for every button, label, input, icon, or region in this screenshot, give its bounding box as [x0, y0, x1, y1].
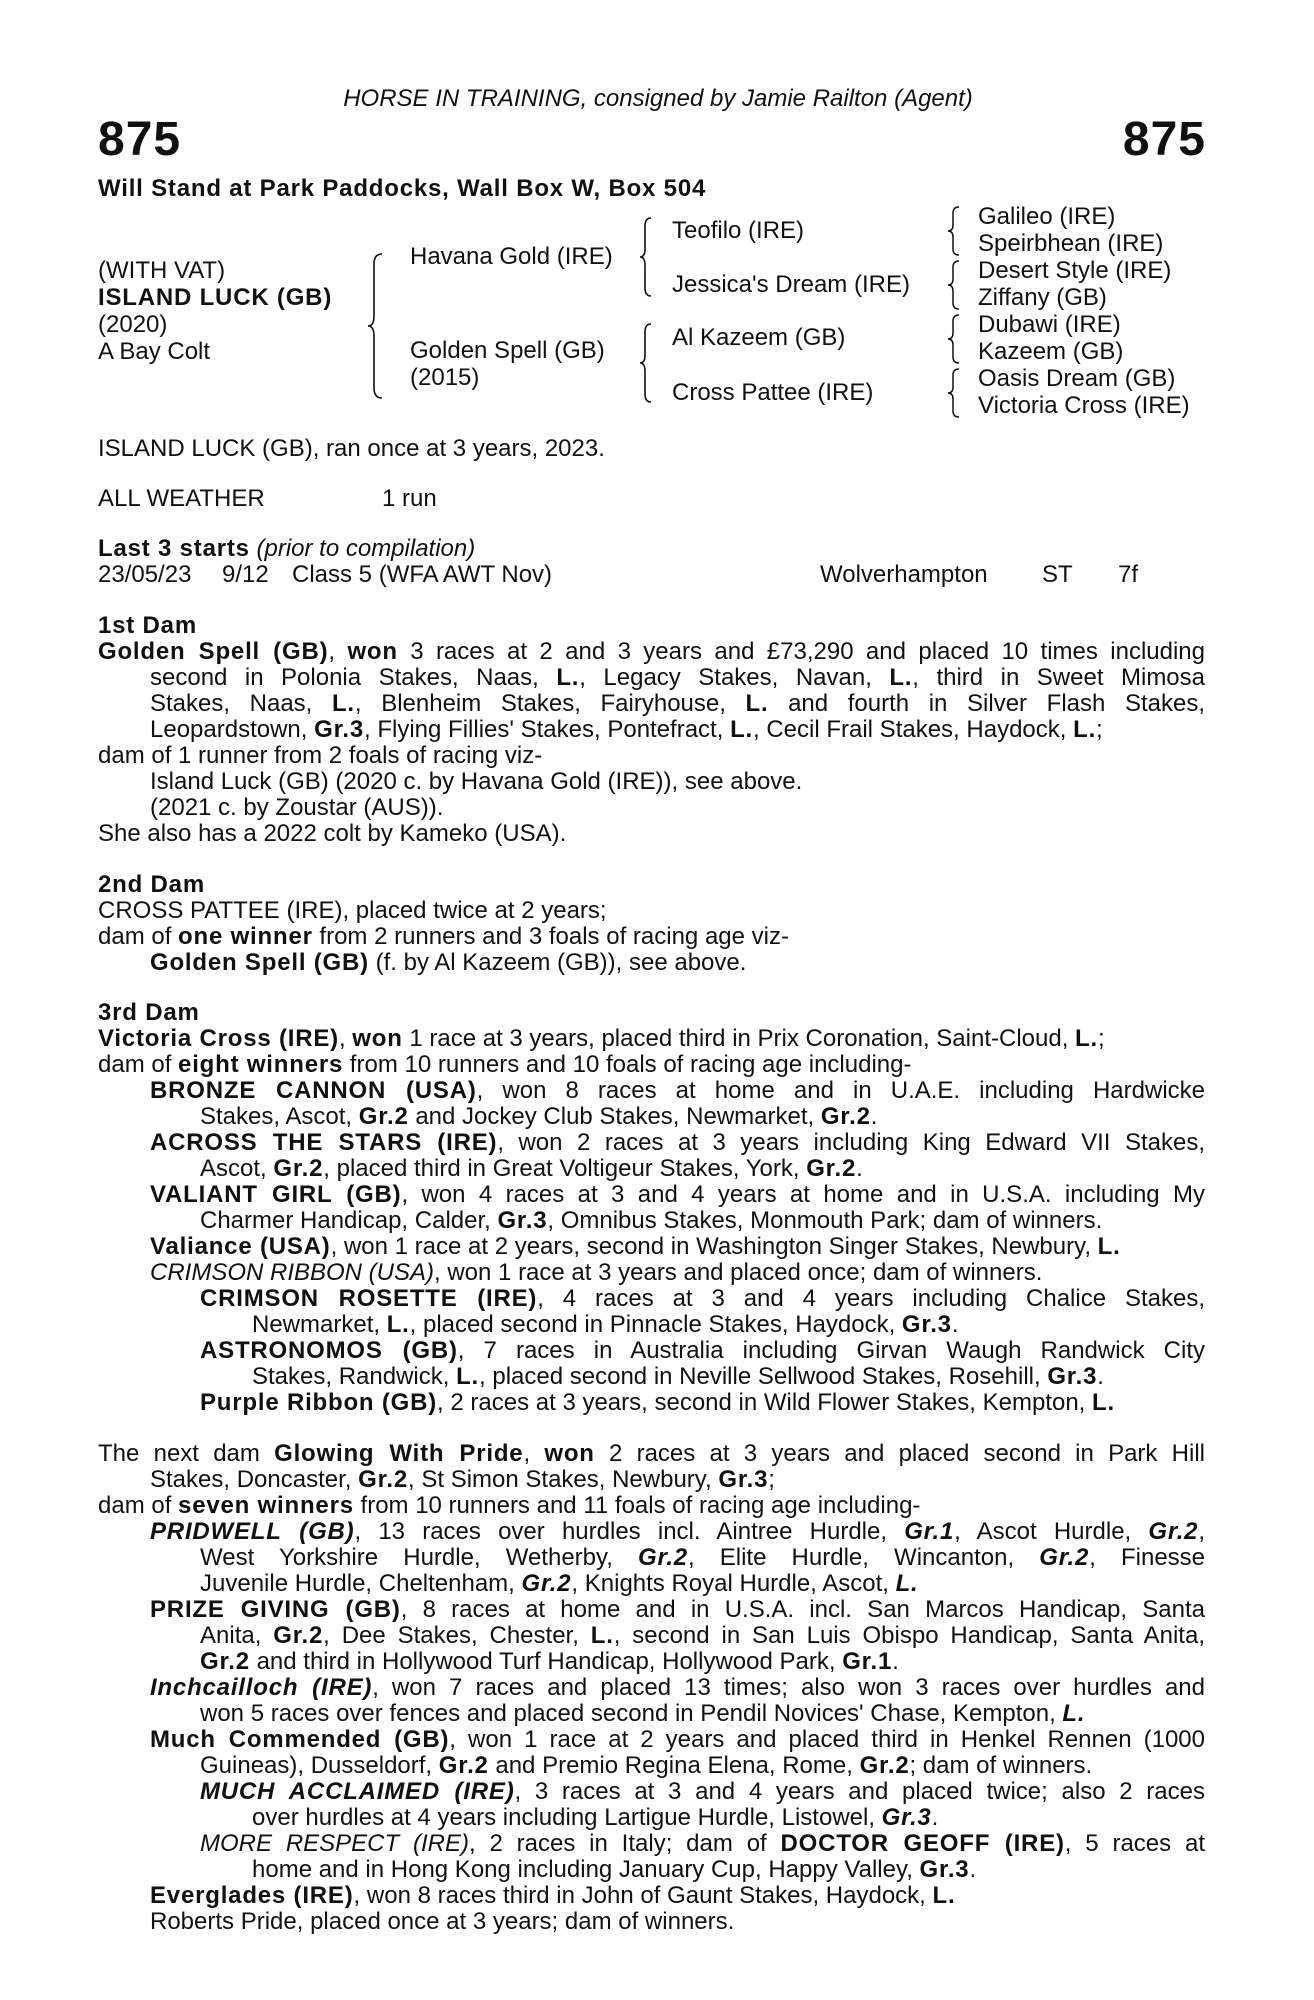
nextdam-line — [150, 1519, 1205, 1545]
dam3-line — [200, 1390, 1115, 1416]
nextdam-line — [150, 1727, 1205, 1753]
nextdam-line — [200, 1649, 899, 1675]
start-course: Wolverhampton — [820, 561, 988, 588]
text: , second in San Luis Obispo Handicap, Santa Anita, — [613, 1622, 1205, 1649]
text: , Cecil Frail Stakes, Haydock, — [753, 716, 1074, 743]
grade: Gr.2 — [358, 1103, 409, 1130]
text: Stakes, Doncaster, — [150, 1466, 359, 1493]
dam1-produce: Island Luck (GB) (2020 c. by Havana Gold (IRE)), see above. — [150, 768, 803, 795]
dam3-line — [252, 1364, 1104, 1390]
text: ; — [1097, 1025, 1105, 1052]
grade: L. — [1075, 1025, 1098, 1052]
nextdam-line — [200, 1571, 919, 1597]
nextdam-line — [150, 1883, 955, 1909]
dam3-line — [200, 1104, 877, 1130]
text: 1 race at 3 years, placed third in Prix Coronation, Saint-Cloud, — [402, 1025, 1076, 1052]
dam2-line — [150, 950, 746, 976]
dam-sire: Al Kazeem (GB) — [672, 324, 846, 351]
dam1-line — [98, 639, 1205, 665]
produce-name: PRIZE GIVING (GB) — [150, 1596, 401, 1623]
text: , Finesse — [1089, 1544, 1206, 1571]
dam-year: (2015) — [410, 364, 480, 391]
text: , placed second in Neville Sellwood Stakes, Rosehill, — [479, 1363, 1048, 1390]
grade: Gr.2 — [638, 1544, 688, 1571]
start-going: ST — [1042, 561, 1073, 588]
text: , won 4 races at 3 and 4 years at home and in U.S.A. including My — [401, 1181, 1205, 1208]
text: second in Polonia Stakes, Naas, — [150, 664, 557, 691]
nextdam-name: Glowing With Pride — [274, 1440, 524, 1467]
produce-name: CRIMSON ROSETTE (IRE) — [200, 1285, 538, 1312]
grade: Gr.3 — [1047, 1363, 1098, 1390]
grade: L. — [1062, 1700, 1086, 1727]
produce-name: Purple Ribbon (GB) — [200, 1389, 438, 1416]
text: Stakes, Naas, — [150, 690, 332, 717]
grade: Gr.2 — [273, 1155, 324, 1182]
text: . — [1097, 1363, 1104, 1390]
grade: L. — [895, 1570, 919, 1597]
text: ; — [1096, 716, 1103, 743]
text: , won 8 races third in John of Gaunt Stakes, Haydock, — [353, 1882, 933, 1909]
grade: Gr.2 — [438, 1752, 489, 1779]
text: (f. by Al Kazeem (GB)), see above. — [368, 949, 747, 976]
sire-sire: Teofilo (IRE) — [672, 217, 805, 244]
text: . — [870, 1103, 878, 1130]
grade: Gr.3 — [497, 1207, 548, 1234]
dam1-line — [150, 665, 1205, 691]
nextdam-line — [200, 1753, 1092, 1779]
text: . — [892, 1648, 899, 1675]
text: ; dam of winners. — [909, 1752, 1093, 1779]
gsire-2: Desert Style (IRE) — [978, 257, 1172, 284]
dam-dam: Cross Pattee (IRE) — [672, 379, 874, 406]
text: , won 1 race at 3 years and placed once; dam of winners. — [434, 1259, 1043, 1286]
gsire-3: Dubawi (IRE) — [978, 311, 1121, 338]
surface-runs: 1 run — [382, 485, 437, 512]
text: , Ascot Hurdle, — [954, 1518, 1149, 1545]
text: home and in Hong Kong including January Cup, Happy Valley, — [252, 1856, 920, 1883]
text: Anita, — [200, 1622, 274, 1649]
dam3-heading: 3rd Dam — [98, 999, 200, 1026]
dam3-line — [200, 1338, 1205, 1364]
nextdam-line — [150, 1467, 775, 1493]
gdam-3: Kazeem (GB) — [978, 338, 1124, 365]
grade: Gr.2 — [273, 1622, 324, 1649]
produce-name: BRONZE CANNON (USA) — [150, 1077, 477, 1104]
won: won — [544, 1440, 595, 1467]
text: , won 2 races at 3 years including King Edward VII Stakes, — [497, 1129, 1206, 1156]
grade: Gr.3 — [881, 1804, 932, 1831]
text: Stakes, Ascot, — [200, 1103, 359, 1130]
text: , placed third in Great Voltigeur Stakes, York, — [323, 1155, 807, 1182]
text: 2 races at 3 years and placed second in Park Hill — [594, 1440, 1205, 1467]
grade: L. — [1097, 1233, 1121, 1260]
text: over hurdles at 4 years including Lartigue Hurdle, Listowel, — [252, 1804, 882, 1831]
brace-main — [366, 252, 386, 400]
text: , — [523, 1440, 545, 1467]
grade: Gr.3 — [718, 1466, 769, 1493]
winners: one winner — [178, 923, 313, 950]
produce-name: MORE RESPECT (IRE) — [200, 1830, 469, 1857]
grade: Gr.3 — [919, 1856, 970, 1883]
brace-g4 — [946, 367, 962, 419]
nextdam-line — [150, 1675, 1205, 1701]
grade: L. — [456, 1363, 480, 1390]
dam2-heading: 2nd Dam — [98, 871, 205, 898]
text: , Flying Fillies' Stakes, Pontefract, — [364, 716, 731, 743]
text: , 5 races at — [1064, 1830, 1205, 1857]
nextdam-line — [252, 1805, 938, 1831]
grade: L. — [556, 664, 580, 691]
dam3-line — [98, 1052, 911, 1078]
text: , won 7 races and placed 13 times; also won 3 races over hurdles and — [372, 1674, 1206, 1701]
winners: seven winners — [178, 1492, 354, 1519]
text: , 13 races over hurdles incl. Aintree Hurdle, — [354, 1518, 905, 1545]
dam1-line — [150, 691, 1205, 717]
grade: L. — [386, 1311, 410, 1338]
text: and Jockey Club Stakes, Newmarket, — [408, 1103, 821, 1130]
text: and fourth in Silver Flash Stakes, — [768, 690, 1205, 717]
grade: L. — [590, 1622, 614, 1649]
sire: Havana Gold (IRE) — [410, 243, 613, 270]
text: , Blenheim Stakes, Fairyhouse, — [354, 690, 746, 717]
grade: Gr.2 — [521, 1570, 572, 1597]
produce-name: Golden Spell (GB) — [150, 949, 369, 976]
produce-name: MUCH ACCLAIMED (IRE) — [200, 1778, 515, 1805]
produce-name: Inchcailloch (IRE) — [150, 1674, 373, 1701]
gsire-4: Oasis Dream (GB) — [978, 365, 1176, 392]
dam3-line — [150, 1130, 1205, 1156]
text: . — [931, 1804, 939, 1831]
sire-dam: Jessica's Dream (IRE) — [672, 271, 910, 298]
brace-g3 — [946, 313, 962, 365]
text: dam of — [98, 1051, 179, 1078]
gsire-1: Galileo (IRE) — [978, 203, 1116, 230]
dam3-name: Victoria Cross (IRE) — [98, 1025, 339, 1052]
dam3-line — [200, 1208, 1102, 1234]
nextdam-line — [200, 1623, 1205, 1649]
horse-name: ISLAND LUCK (GB) — [98, 284, 333, 311]
text: , Elite Hurdle, Wincanton, — [687, 1544, 1040, 1571]
brace-g2 — [946, 259, 962, 311]
text: , third in Sweet Mimosa — [912, 664, 1206, 691]
surface-label: ALL WEATHER — [98, 485, 265, 512]
text: from 10 runners and 11 foals of racing age including- — [353, 1492, 921, 1519]
text: , 4 races at 3 and 4 years including Chalice Stakes, — [537, 1285, 1205, 1312]
brace-dam — [638, 322, 654, 404]
dam1-line — [150, 717, 1103, 743]
text: . — [969, 1856, 977, 1883]
start-distance: 7f — [1118, 561, 1139, 588]
text: West Yorkshire Hurdle, Wetherby, — [200, 1544, 639, 1571]
text: and third in Hollywood Turf Handicap, Hollywood Park, — [249, 1648, 843, 1675]
text: Leopardstown, — [150, 716, 315, 743]
produce-name: Valiance (USA) — [150, 1233, 331, 1260]
produce-name: ACROSS THE STARS (IRE) — [150, 1129, 498, 1156]
nextdam-line — [252, 1857, 976, 1883]
nextdam-line — [150, 1597, 1205, 1623]
horse-description: A Bay Colt — [98, 338, 211, 365]
text: ; — [768, 1466, 775, 1493]
produce-name: Much Commended (GB) — [150, 1726, 450, 1753]
nextdam-line — [200, 1701, 1085, 1727]
gdam-4: Victoria Cross (IRE) — [978, 392, 1190, 419]
produce-name: VALIANT GIRL (GB) — [150, 1181, 402, 1208]
dam2-line: CROSS PATTEE (IRE), placed twice at 2 years; — [98, 897, 607, 924]
dam3-line — [200, 1156, 863, 1182]
grade: Gr.2 — [820, 1103, 871, 1130]
grade: Gr.2 — [1148, 1518, 1199, 1545]
text: , Legacy Stakes, Navan, — [579, 664, 890, 691]
text: , St Simon Stakes, Newbury, — [408, 1466, 719, 1493]
last-starts-title: Last 3 starts — [98, 535, 250, 562]
dam3-line — [150, 1078, 1205, 1104]
last-starts-heading — [98, 536, 475, 562]
nextdam-line — [98, 1441, 1205, 1467]
text: Charmer Handicap, Calder, — [200, 1207, 498, 1234]
race-summary: ISLAND LUCK (GB), ran once at 3 years, 2023. — [98, 435, 605, 462]
text: , 3 races at 3 and 4 years and placed twice; also 2 races — [514, 1778, 1205, 1805]
grade: Gr.1 — [842, 1648, 893, 1675]
grade: L. — [1073, 716, 1097, 743]
grade: Gr.2 — [358, 1466, 409, 1493]
text: from 2 runners and 3 foals of racing age viz- — [312, 923, 789, 950]
dam: Golden Spell (GB) — [410, 337, 605, 364]
nextdam-line: Roberts Pride, placed once at 3 years; dam of winners. — [150, 1908, 735, 1935]
text: , — [328, 638, 348, 665]
gdam-2: Ziffany (GB) — [978, 284, 1107, 311]
dam3-line — [150, 1182, 1205, 1208]
text: Newmarket, — [252, 1311, 387, 1338]
produce-name: DOCTOR GEOFF (IRE) — [780, 1830, 1065, 1857]
grade: L. — [932, 1882, 956, 1909]
lot-number-left: 875 — [98, 113, 182, 166]
nextdam-line — [98, 1493, 920, 1519]
last-starts-note: (prior to compilation) — [256, 535, 476, 562]
text: 3 races at 2 and 3 years and £73,290 and placed 10 times including — [397, 638, 1205, 665]
start-position: 9/12 — [222, 561, 269, 588]
grade: Gr.2 — [1039, 1544, 1090, 1571]
produce-name: CRIMSON RIBBON (USA) — [150, 1259, 435, 1286]
won: won — [352, 1025, 403, 1052]
text: and Premio Regina Elena, Rome, — [488, 1752, 860, 1779]
nextdam-line — [200, 1545, 1205, 1571]
text: , — [338, 1025, 353, 1052]
dam3-line — [200, 1286, 1205, 1312]
text: , won 1 race at 2 years and placed third in Henkel Rennen (1000 — [449, 1726, 1205, 1753]
nextdam-line — [200, 1831, 1205, 1857]
nextdam-line — [200, 1779, 1205, 1805]
text: , Dee Stakes, Chester, — [323, 1622, 591, 1649]
text: from 10 runners and 10 foals of racing age including- — [343, 1051, 912, 1078]
text: . — [951, 1311, 959, 1338]
text: Juvenile Hurdle, Cheltenham, — [200, 1570, 522, 1597]
grade: Gr.1 — [904, 1518, 955, 1545]
dam3-line — [150, 1260, 1042, 1286]
dam1-note: She also has a 2022 colt by Kameko (USA). — [98, 820, 567, 847]
text: , 2 races at 3 years, second in Wild Flower Stakes, Kempton, — [437, 1389, 1092, 1416]
text: dam of — [98, 1492, 179, 1519]
grade: L. — [730, 716, 753, 743]
text: won 5 races over fences and placed second in Pendil Novices' Chase, Kempton, — [200, 1700, 1063, 1727]
text: , won 1 race at 2 years, second in Washington Singer Stakes, Newbury, — [330, 1233, 1098, 1260]
grade: L. — [1092, 1389, 1115, 1416]
grade: Gr.2 — [806, 1155, 857, 1182]
grade: Gr.2 — [200, 1648, 250, 1675]
text: , Knights Royal Hurdle, Ascot, — [571, 1570, 896, 1597]
horse-year: (2020) — [98, 311, 168, 338]
grade: L. — [745, 690, 769, 717]
start-date: 23/05/23 — [98, 561, 192, 588]
text: , 8 races at home and in U.S.A. incl. San Marcos Handicap, Santa — [400, 1596, 1206, 1623]
text: , 7 races in Australia including Girvan Waugh Randwick City — [457, 1337, 1205, 1364]
dam1-name: Golden Spell (GB) — [98, 638, 329, 665]
grade: Gr.2 — [859, 1752, 910, 1779]
text: Guineas), Dusseldorf, — [200, 1752, 439, 1779]
text: , Omnibus Stakes, Monmouth Park; dam of winners. — [547, 1207, 1103, 1234]
dam3-line — [98, 1026, 1105, 1052]
produce-name: PRIDWELL (GB) — [150, 1518, 355, 1545]
dam3-line — [252, 1312, 959, 1338]
lot-number-right: 875 — [1122, 113, 1206, 166]
grade: Gr.3 — [901, 1311, 952, 1338]
grade: Gr.3 — [314, 716, 365, 743]
dam1-produce-summary: dam of 1 runner from 2 foals of racing viz- — [98, 742, 543, 769]
brace-sire — [638, 216, 654, 298]
text: The next dam — [98, 1440, 275, 1467]
text: , placed second in Pinnacle Stakes, Haydock, — [409, 1311, 902, 1338]
start-race: Class 5 (WFA AWT Nov) — [292, 561, 553, 588]
vat-note: (WITH VAT) — [98, 257, 226, 284]
brace-g1 — [946, 205, 962, 257]
won: won — [347, 638, 398, 665]
consignor-line: HORSE IN TRAINING, consigned by Jamie Railton (Agent) — [343, 85, 973, 112]
dam3-line — [150, 1234, 1121, 1260]
dam2-line — [98, 924, 789, 950]
text: , 2 races in Italy; dam of — [469, 1830, 781, 1857]
produce-name: Everglades (IRE) — [150, 1882, 354, 1909]
text: , won 8 races at home and in U.A.E. including Hardwicke — [476, 1077, 1205, 1104]
gdam-1: Speirbhean (IRE) — [978, 230, 1164, 257]
text: , — [1198, 1518, 1205, 1545]
grade: L. — [331, 690, 355, 717]
text: dam of — [98, 923, 179, 950]
text: Ascot, — [200, 1155, 274, 1182]
grade: L. — [889, 664, 913, 691]
stand-location: Will Stand at Park Paddocks, Wall Box W, Box 504 — [98, 175, 707, 202]
produce-name: ASTRONOMOS (GB) — [200, 1337, 458, 1364]
text: Stakes, Randwick, — [252, 1363, 457, 1390]
text: . — [856, 1155, 863, 1182]
dam1-produce: (2021 c. by Zoustar (AUS)). — [150, 794, 444, 821]
dam1-heading: 1st Dam — [98, 612, 197, 639]
winners: eight winners — [178, 1051, 344, 1078]
